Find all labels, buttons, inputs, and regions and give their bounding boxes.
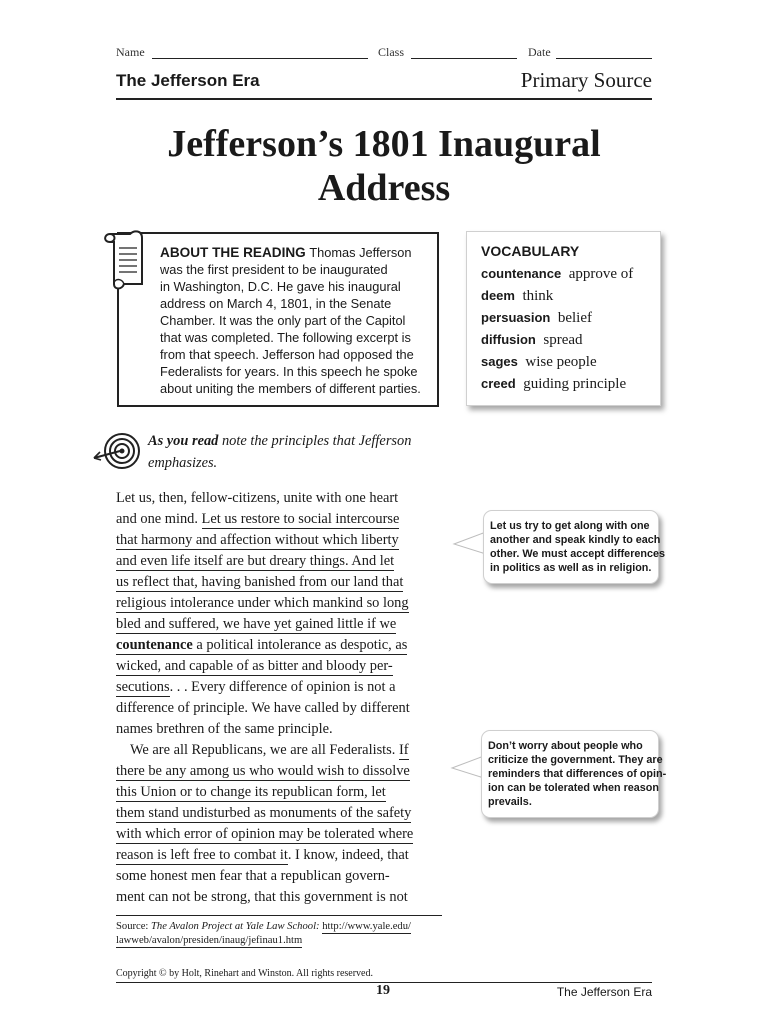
vocab-term: deem (481, 288, 515, 303)
passage-line (116, 784, 386, 801)
passage-line: names brethren of the same principle. (116, 721, 333, 737)
underlined-text: reason is left free to combat it (116, 847, 288, 863)
about-line: about uniting the members of different parties. (160, 381, 421, 396)
about-line: was the first president to be inaugurated (160, 262, 388, 277)
about-line: Thomas Jefferson (309, 245, 412, 260)
passage-line: some honest men fear that a republican govern- (116, 868, 390, 884)
passage-line (116, 637, 407, 654)
underlined-text: bled and suffered, we have yet gained little if we (116, 616, 397, 632)
vocab-term: sages (481, 354, 518, 369)
passage-line: Let us, then, fellow-citizens, unite with one heart (116, 490, 399, 506)
underlined-text: with which error of opinion may be tolerated where (116, 826, 414, 842)
vocab-definition: approve of (568, 266, 634, 282)
source-title: The Avalon Project at Yale Law School: (151, 921, 320, 932)
source-link[interactable]: http://www.yale.edu/ (322, 921, 411, 932)
note-line: other. We must accept differences (490, 548, 666, 560)
vocab-term: diffusion (481, 332, 536, 347)
page-number: 19 (376, 983, 390, 998)
vocab-definition: guiding principle (523, 376, 627, 392)
about-line: from that speech. Jefferson had opposed the (160, 347, 414, 362)
passage-line: difference of principle. We have called by different (116, 700, 410, 716)
vocab-item (481, 332, 583, 349)
passage-line (116, 826, 413, 843)
header-rule (116, 98, 652, 100)
underlined-text: a political intolerance as despotic, as (196, 637, 408, 653)
vocab-definition: think (522, 288, 554, 304)
underlined-text: religious intolerance under which mankind so long (116, 595, 409, 611)
vocab-item (481, 354, 597, 371)
source-link[interactable]: lawweb/avalon/presiden/inaug/jefinau1.htm (116, 935, 303, 946)
note-line: Don’t worry about people who (488, 740, 643, 752)
note-line: Let us try to get along with one (490, 520, 650, 532)
callout-pointer (452, 528, 486, 558)
underlined-text: this Union or to change its republican form, let (116, 784, 386, 800)
page-title (116, 122, 652, 210)
about-reading-text (160, 244, 436, 397)
passage-text: . . . Every difference of opinion is not a (169, 679, 396, 695)
vocab-term: creed (481, 376, 516, 391)
class-field-line[interactable] (411, 46, 517, 59)
underlined-text: secutions (116, 679, 170, 695)
vocab-definition: spread (543, 332, 583, 348)
copyright-notice: Copyright © by Holt, Rinehart and Winston. All rights reserved. (116, 968, 373, 979)
source-label: Source: (116, 921, 149, 932)
underlined-text: us reflect that, having banished from our land that (116, 574, 404, 590)
passage-text: and one mind. (116, 511, 198, 527)
target-icon (92, 428, 142, 474)
passage-line (116, 679, 395, 696)
page-title-line1: Jefferson’s 1801 Inaugural (167, 123, 601, 165)
name-label: Name (116, 45, 145, 59)
date-field-line[interactable] (556, 46, 652, 59)
note-line: in politics as well as in religion. (490, 562, 652, 574)
underlined-text: there be any among us who would wish to dissolve (116, 763, 410, 779)
unit-title: The Jefferson Era (116, 71, 260, 90)
passage-line (116, 532, 399, 549)
reading-prompt-line2: emphasizes. (148, 455, 218, 471)
vocab-term: persuasion (481, 310, 551, 325)
note-line: prevails. (488, 796, 532, 808)
passage-line (116, 511, 399, 528)
reading-prompt-text: note the principles that Jefferson (221, 433, 412, 449)
margin-note-2-text (488, 739, 666, 809)
underlined-text: wicked, and capable of as bitter and bloody per- (116, 658, 393, 674)
vocab-definition: wise people (525, 354, 597, 370)
vocab-item (481, 376, 626, 393)
passage-line (116, 595, 409, 612)
source-rule (116, 915, 442, 916)
passage-line: ment can not be strong, that this government is not (116, 889, 408, 905)
footer-unit-title: The Jefferson Era (556, 985, 652, 999)
passage-line (116, 763, 410, 780)
about-line: in Washington, D.C. He gave his inaugural (160, 279, 401, 294)
vocabulary-title: VOCABULARY (481, 243, 580, 259)
reading-prompt (148, 430, 411, 474)
about-line: Federalists for years. In this speech he spoke (160, 364, 418, 379)
date-label: Date (528, 45, 551, 59)
note-line: ion can be tolerated when reason (488, 782, 659, 794)
reading-prompt-bold: As you read (148, 433, 219, 449)
passage-line (130, 742, 409, 759)
name-field-line[interactable] (152, 46, 368, 59)
about-reading-lead: ABOUT THE READING (160, 245, 306, 260)
passage-line (116, 553, 394, 570)
vocab-item (481, 288, 553, 305)
note-line: another and speak kindly to each (490, 534, 661, 546)
vocab-word-countenance: countenance (116, 637, 193, 653)
passage-line (116, 847, 409, 864)
page-title-line2: Address (317, 167, 451, 209)
note-line: criticize the government. They are (488, 754, 663, 766)
passage-line (116, 574, 403, 591)
underlined-text: them stand undisturbed as monuments of the safety (116, 805, 412, 821)
note-line: reminders that differences of opin- (488, 768, 667, 780)
passage-line (116, 805, 411, 822)
source-citation (116, 920, 411, 948)
underlined-text: If (398, 742, 409, 758)
underlined-text: and even life itself are but dreary things. And let (116, 553, 395, 569)
about-line: address on March 4, 1801, in the Senate (160, 296, 392, 311)
underlined-text: Let us restore to social intercourse (201, 511, 400, 527)
passage-text: We are all Republicans, we are all Federalists. (130, 742, 396, 758)
about-line: that was completed. The following excerpt is (160, 330, 411, 345)
class-label: Class (378, 45, 405, 59)
vocab-item (481, 310, 592, 327)
passage-line (116, 658, 393, 675)
underlined-text: that harmony and affection without which liberty (116, 532, 399, 548)
vocab-term: countenance (481, 266, 562, 281)
vocab-definition: belief (557, 310, 593, 326)
vocab-item (481, 266, 633, 283)
about-line: Chamber. It was the only part of the Capitol (160, 313, 406, 328)
passage-line (116, 616, 396, 633)
callout-pointer (450, 752, 484, 782)
margin-note-1-text (490, 519, 665, 575)
scroll-icon (100, 226, 150, 292)
passage-text: . I know, indeed, that (287, 847, 409, 863)
section-label: Primary Source (520, 68, 652, 92)
